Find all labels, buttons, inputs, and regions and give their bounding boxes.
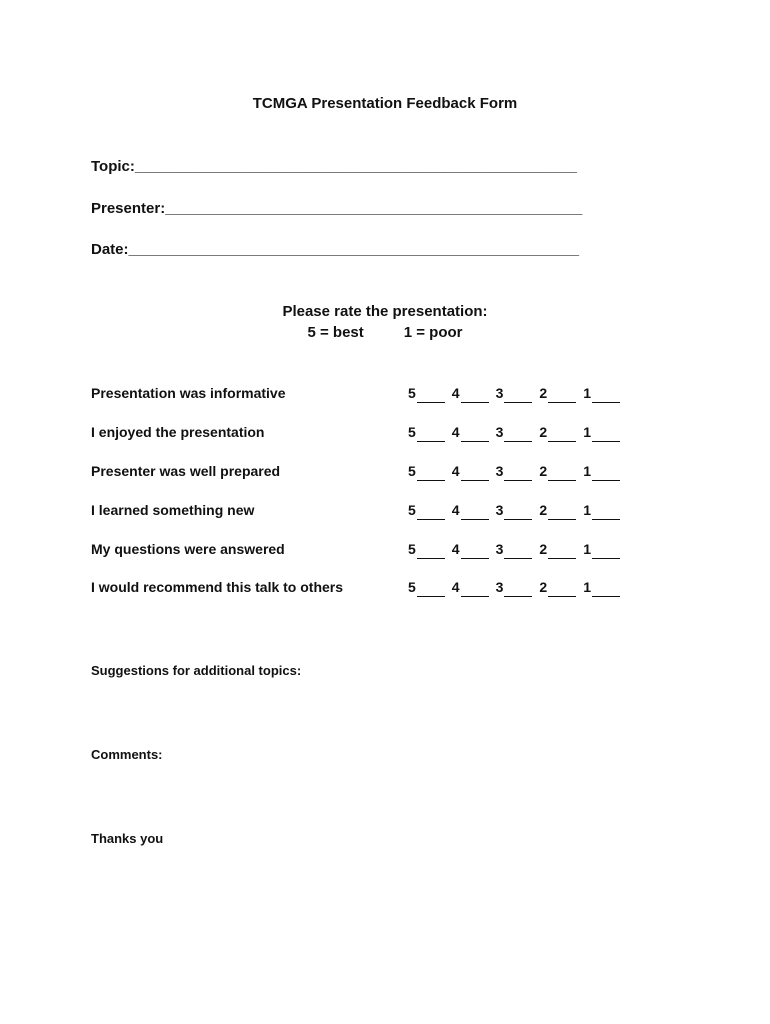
rating-options: [408, 422, 620, 442]
rating-option-1[interactable]: 1: [583, 539, 620, 559]
rating-option-3[interactable]: 3: [496, 577, 533, 597]
rating-row-informative: [91, 383, 651, 403]
scale-poor-label: 1 = poor: [403, 324, 463, 341]
rating-scale: [0, 323, 770, 343]
rating-statement: Presentation was informative: [91, 385, 286, 401]
rating-row-answered: [91, 539, 651, 559]
rating-option-4[interactable]: 4: [452, 500, 489, 520]
rating-option-5[interactable]: 5: [408, 539, 445, 559]
rating-option-3[interactable]: 3: [496, 500, 533, 520]
rating-heading: Please rate the presentation:: [282, 303, 488, 320]
date-field[interactable]: Date:______________________________________________________: [91, 241, 579, 258]
rating-option-3[interactable]: 3: [496, 383, 533, 403]
rating-statement: I enjoyed the presentation: [91, 424, 265, 440]
rating-option-2[interactable]: 2: [539, 500, 576, 520]
rating-option-4[interactable]: 4: [452, 383, 489, 403]
topic-field[interactable]: Topic:_____________________________________________________: [91, 158, 578, 175]
rating-option-4[interactable]: 4: [452, 461, 489, 481]
comments-label: Comments:: [91, 747, 163, 762]
suggestions-label: Suggestions for additional topics:: [91, 663, 302, 678]
scale-best-label: 5 = best: [307, 324, 364, 341]
rating-option-3[interactable]: 3: [496, 461, 533, 481]
rating-option-1[interactable]: 1: [583, 422, 620, 442]
rating-statement: I learned something new: [91, 502, 255, 518]
rating-options: [408, 500, 620, 520]
rating-row-recommend: [91, 577, 651, 597]
rating-option-1[interactable]: 1: [583, 461, 620, 481]
rating-option-2[interactable]: 2: [539, 422, 576, 442]
rating-option-1[interactable]: 1: [583, 383, 620, 403]
rating-option-5[interactable]: 5: [408, 383, 445, 403]
rating-row-prepared: [91, 461, 651, 481]
rating-row-enjoyed: [91, 422, 651, 442]
rating-options: [408, 383, 620, 403]
rating-option-1[interactable]: 1: [583, 500, 620, 520]
presenter-field[interactable]: Presenter:__________________________________________________: [91, 200, 583, 217]
rating-options: [408, 461, 620, 481]
rating-option-4[interactable]: 4: [452, 539, 489, 559]
rating-option-2[interactable]: 2: [539, 383, 576, 403]
closing-text: Thanks you: [91, 831, 164, 846]
rating-option-4[interactable]: 4: [452, 422, 489, 442]
rating-options: [408, 577, 620, 597]
rating-options: [408, 539, 620, 559]
rating-option-5[interactable]: 5: [408, 500, 445, 520]
rating-option-5[interactable]: 5: [408, 422, 445, 442]
rating-option-4[interactable]: 4: [452, 577, 489, 597]
rating-option-5[interactable]: 5: [408, 461, 445, 481]
rating-option-3[interactable]: 3: [496, 422, 533, 442]
rating-option-2[interactable]: 2: [539, 577, 576, 597]
rating-option-2[interactable]: 2: [539, 461, 576, 481]
rating-option-1[interactable]: 1: [583, 577, 620, 597]
rating-statement: Presenter was well prepared: [91, 463, 281, 479]
rating-statement: I would recommend this talk to others: [91, 579, 344, 595]
form-title: TCMGA Presentation Feedback Form: [252, 95, 518, 112]
rating-row-learned: [91, 500, 651, 520]
rating-option-3[interactable]: 3: [496, 539, 533, 559]
rating-option-2[interactable]: 2: [539, 539, 576, 559]
rating-statement: My questions were answered: [91, 541, 285, 557]
rating-option-5[interactable]: 5: [408, 577, 445, 597]
